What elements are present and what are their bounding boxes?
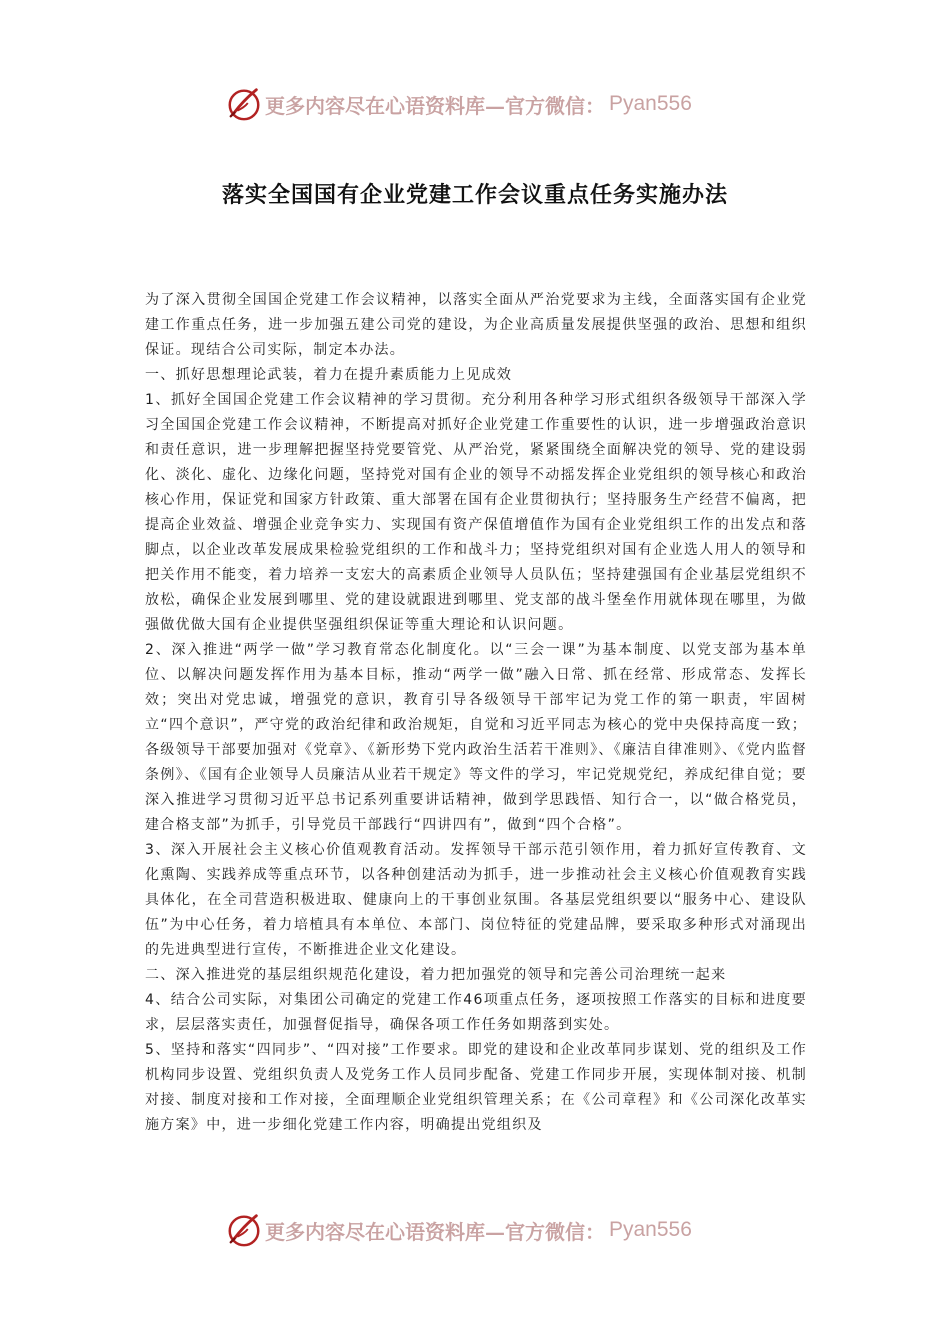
paragraph-item-3: 3、深入开展社会主义核心价值观教育活动。发挥领导干部示范引领作用，着力抓好宣传教育、文化熏陶、实践养成等重点环节，以各种创建活动为抓手，进一步推动社会主义核心价值观教育实践具体化，在全司营造积极进取、健康向上的干事创业氛围。各基层党组织要以“服务中心、建设队伍”为中心任务，着力培植具有本单位、本部门、岗位特征的党建品牌，要采取多种形式对涌现出的先进典型进行宣传，不断推进企业文化建设。 (145, 842, 807, 958)
watermark-banner-top (225, 84, 745, 124)
document-body (145, 288, 807, 1138)
brush-logo-icon (225, 85, 263, 123)
paragraph-intro: 为了深入贯彻全国国企党建工作会议精神，以落实全面从严治党要求为主线，全面落实国有企业党建工作重点任务，进一步加强五建公司党的建设，为企业高质量发展提供坚强的政治、思想和组织保证。现结合公司实际，制定本办法。 (145, 292, 807, 358)
banner-text: 更多内容尽在心语资料库—官方微信： (265, 93, 605, 118)
paragraph-item-4: 4、结合公司实际，对集团公司确定的党建工作46项重点任务，逐项按照工作落实的目标和进度要求，层层落实责任，加强督促指导，确保各项工作任务如期落到实处。 (145, 992, 807, 1033)
section-heading-1: 一、抓好思想理论武装，着力在提升素质能力上见成效 (145, 367, 513, 383)
brush-logo-icon (225, 1211, 263, 1249)
paragraph-item-2: 2、深入推进“两学一做”学习教育常态化制度化。以“三会一课”为基本制度、以党支部为基本单位、以解决问题发挥作用为基本目标，推动“两学一做”融入日常、抓在经常、形成常态、发挥长效；突出对党忠诚，增强党的意识，教育引导各级领导干部牢记为党工作的第一职责，牢固树立“四个意识”，严守党的政治纪律和政治规矩，自觉和习近平同志为核心的党中央保持高度一致；各级领导干部要加强对《党章》、《新形势下党内政治生活若干准则》、《廉洁自律准则》、《党内监督条例》、《国有企业领导人员廉洁从业若干规定》等文件的学习，牢记党规党纪，养成纪律自觉；要深入推进学习贯彻习近平总书记系列重要讲话精神，做到学思践悟、知行合一，以“做合格党员，建合格支部”为抓手，引导党员干部践行“四讲四有”，做到“四个合格”。 (145, 642, 807, 833)
banner-handle: Pyan556 (609, 1218, 692, 1241)
watermark-banner-bottom (225, 1210, 745, 1250)
section-heading-2: 二、深入推进党的基层组织规范化建设，着力把加强党的领导和完善公司治理统一起来 (145, 967, 727, 983)
document-title: 落实全国国有企业党建工作会议重点任务实施办法 (221, 183, 728, 208)
paragraph-item-5: 5、坚持和落实“四同步”、“四对接”工作要求。即党的建设和企业改革同步谋划、党的组织及工作机构同步设置、党组织负责人及党务工作人员同步配备、党建工作同步开展，实现体制对接、机制对接、制度对接和工作对接，全面理顺企业党组织管理关系；在《公司章程》和《公司深化改革实施方案》中，进一步细化党建工作内容，明确提出党组织及 (145, 1042, 807, 1133)
banner-handle: Pyan556 (609, 92, 692, 115)
banner-text: 更多内容尽在心语资料库—官方微信： (265, 1219, 605, 1244)
paragraph-item-1: 1、抓好全国国企党建工作会议精神的学习贯彻。充分利用各种学习形式组织各级领导干部深入学习全国国企党建工作会议精神，不断提高对抓好企业党建工作重要性的认识，进一步增强政治意识和责任意识，进一步理解把握坚持党要管党、从严治党，紧紧围绕全面解决党的领导、党的建设弱化、淡化、虚化、边缘化问题，坚持党对国有企业的领导不动摇发挥企业党组织的领导核心和政治核心作用，保证党和国家方针政策、重大部署在国有企业贯彻执行；坚持服务生产经营不偏离，把提高企业效益、增强企业竞争实力、实现国有资产保值增值作为国有企业党组织工作的出发点和落脚点，以企业改革发展成果检验党组织的工作和战斗力；坚持党组织对国有企业选人用人的领导和把关作用不能变，着力培养一支宏大的高素质企业领导人员队伍；坚持建强国有企业基层党组织不放松，确保企业发展到哪里、党的建设就跟进到哪里、党支部的战斗堡垒作用就体现在哪里，为做强做优做大国有企业提供坚强组织保证等重大理论和认识问题。 (145, 392, 807, 633)
